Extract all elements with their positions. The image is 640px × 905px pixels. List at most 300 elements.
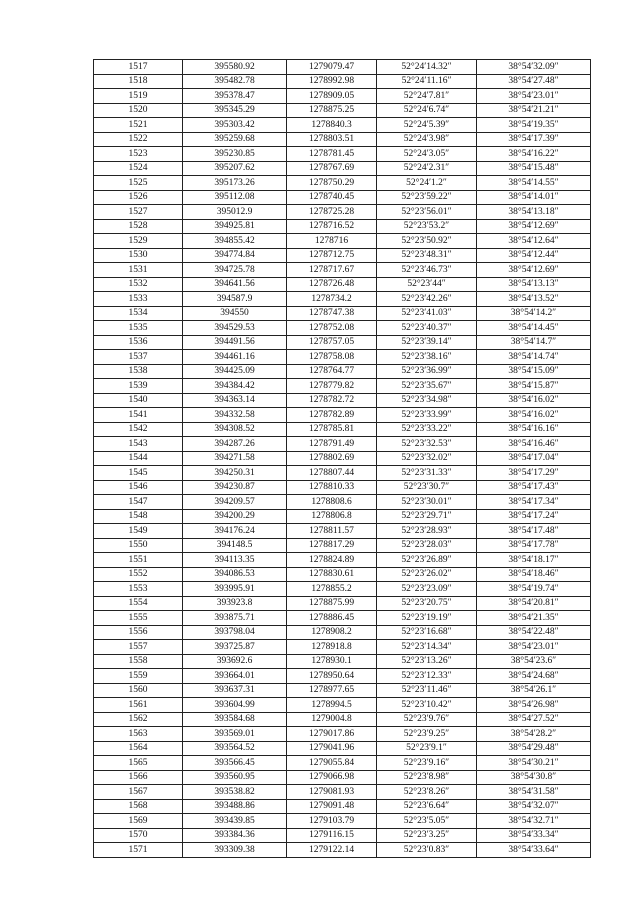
- point-number-cell: 1523: [94, 147, 183, 162]
- x-coordinate-cell: 394425.09: [183, 364, 287, 379]
- longitude-cell: 38°54′22.48″: [477, 625, 591, 640]
- table-row: [94, 161, 591, 176]
- longitude-cell: 38°54′17.29″: [477, 466, 591, 481]
- latitude-cell: 52°23′31.33″: [377, 466, 477, 481]
- longitude-cell: 38°54′16.02″: [477, 408, 591, 423]
- point-number-cell: 1539: [94, 379, 183, 394]
- table-row: [94, 756, 591, 771]
- x-coordinate-cell: 394925.81: [183, 219, 287, 234]
- y-coordinate-cell: 1278782.72: [287, 393, 377, 408]
- latitude-cell: 52°23′11.46″: [377, 683, 477, 698]
- latitude-cell: 52°23′6.64″: [377, 799, 477, 814]
- table-row: [94, 495, 591, 510]
- point-number-cell: 1545: [94, 466, 183, 481]
- table-row: [94, 74, 591, 89]
- y-coordinate-cell: 1278930.1: [287, 654, 377, 669]
- y-coordinate-cell: 1278817.29: [287, 538, 377, 553]
- x-coordinate-cell: 393488.86: [183, 799, 287, 814]
- longitude-cell: 38°54′21.21″: [477, 103, 591, 118]
- latitude-cell: 52°23′56.01″: [377, 205, 477, 220]
- latitude-cell: 52°23′46.73″: [377, 263, 477, 278]
- x-coordinate-cell: 393995.91: [183, 582, 287, 597]
- x-coordinate-cell: 395482.78: [183, 74, 287, 89]
- table-row: [94, 248, 591, 263]
- table-row: [94, 292, 591, 307]
- longitude-cell: 38°54′17.43″: [477, 480, 591, 495]
- latitude-cell: 52°24′5.39″: [377, 118, 477, 133]
- y-coordinate-cell: 1278757.05: [287, 335, 377, 350]
- x-coordinate-cell: 393384.36: [183, 828, 287, 843]
- table-row: [94, 843, 591, 858]
- table-row: [94, 683, 591, 698]
- latitude-cell: 52°24′6.74″: [377, 103, 477, 118]
- table-row: [94, 625, 591, 640]
- latitude-cell: 52°23′26.89″: [377, 553, 477, 568]
- y-coordinate-cell: 1279116.15: [287, 828, 377, 843]
- x-coordinate-cell: 394491.56: [183, 335, 287, 350]
- latitude-cell: 52°23′30.7″: [377, 480, 477, 495]
- latitude-cell: 52°24′11.16″: [377, 74, 477, 89]
- longitude-cell: 38°54′16.16″: [477, 422, 591, 437]
- x-coordinate-cell: 395112.08: [183, 190, 287, 205]
- x-coordinate-cell: 393564.52: [183, 741, 287, 756]
- longitude-cell: 38°54′30.21″: [477, 756, 591, 771]
- point-number-cell: 1549: [94, 524, 183, 539]
- latitude-cell: 52°23′50.92″: [377, 234, 477, 249]
- table-row: [94, 814, 591, 829]
- latitude-cell: 52°23′5.05″: [377, 814, 477, 829]
- latitude-cell: 52°24′3.98″: [377, 132, 477, 147]
- table-row: [94, 509, 591, 524]
- longitude-cell: 38°54′13.52″: [477, 292, 591, 307]
- longitude-cell: 38°54′33.64″: [477, 843, 591, 858]
- x-coordinate-cell: 394641.56: [183, 277, 287, 292]
- longitude-cell: 38°54′15.87″: [477, 379, 591, 394]
- latitude-cell: 52°24′1.2″: [377, 176, 477, 191]
- x-coordinate-cell: 395378.47: [183, 89, 287, 104]
- latitude-cell: 52°23′40.37″: [377, 321, 477, 336]
- point-number-cell: 1526: [94, 190, 183, 205]
- latitude-cell: 52°24′3.05″: [377, 147, 477, 162]
- table-row: [94, 669, 591, 684]
- y-coordinate-cell: 1278716.52: [287, 219, 377, 234]
- y-coordinate-cell: 1279066.98: [287, 770, 377, 785]
- y-coordinate-cell: 1279004.8: [287, 712, 377, 727]
- table-row: [94, 799, 591, 814]
- longitude-cell: 38°54′27.52″: [477, 712, 591, 727]
- y-coordinate-cell: 1278750.29: [287, 176, 377, 191]
- point-number-cell: 1541: [94, 408, 183, 423]
- table-row: [94, 393, 591, 408]
- point-number-cell: 1534: [94, 306, 183, 321]
- latitude-cell: 52°23′9.1″: [377, 741, 477, 756]
- longitude-cell: 38°54′26.1″: [477, 683, 591, 698]
- point-number-cell: 1531: [94, 263, 183, 278]
- table-row: [94, 741, 591, 756]
- y-coordinate-cell: 1279103.79: [287, 814, 377, 829]
- point-number-cell: 1556: [94, 625, 183, 640]
- x-coordinate-cell: 394550: [183, 306, 287, 321]
- y-coordinate-cell: 1278808.6: [287, 495, 377, 510]
- table-row: [94, 785, 591, 800]
- x-coordinate-cell: 394113.35: [183, 553, 287, 568]
- coordinates-table: [93, 59, 591, 858]
- table-row: [94, 770, 591, 785]
- x-coordinate-cell: 394176.24: [183, 524, 287, 539]
- y-coordinate-cell: 1278781.45: [287, 147, 377, 162]
- latitude-cell: 52°23′0.83″: [377, 843, 477, 858]
- x-coordinate-cell: 395259.68: [183, 132, 287, 147]
- table-row: [94, 89, 591, 104]
- latitude-cell: 52°23′38.16″: [377, 350, 477, 365]
- longitude-cell: 38°54′29.48″: [477, 741, 591, 756]
- y-coordinate-cell: 1278716: [287, 234, 377, 249]
- y-coordinate-cell: 1278992.98: [287, 74, 377, 89]
- x-coordinate-cell: 395230.85: [183, 147, 287, 162]
- longitude-cell: 38°54′14.7″: [477, 335, 591, 350]
- longitude-cell: 38°54′23.01″: [477, 89, 591, 104]
- y-coordinate-cell: 1278712.75: [287, 248, 377, 263]
- table-row: [94, 234, 591, 249]
- y-coordinate-cell: 1278803.51: [287, 132, 377, 147]
- x-coordinate-cell: 394230.87: [183, 480, 287, 495]
- table-row: [94, 205, 591, 220]
- latitude-cell: 52°23′10.42″: [377, 698, 477, 713]
- point-number-cell: 1555: [94, 611, 183, 626]
- y-coordinate-cell: 1279041.96: [287, 741, 377, 756]
- x-coordinate-cell: 394209.57: [183, 495, 287, 510]
- x-coordinate-cell: 393637.31: [183, 683, 287, 698]
- y-coordinate-cell: 1278725.28: [287, 205, 377, 220]
- y-coordinate-cell: 1278734.2: [287, 292, 377, 307]
- x-coordinate-cell: 395012.9: [183, 205, 287, 220]
- point-number-cell: 1550: [94, 538, 183, 553]
- y-coordinate-cell: 1278752.08: [287, 321, 377, 336]
- x-coordinate-cell: 394363.14: [183, 393, 287, 408]
- table-row: [94, 727, 591, 742]
- point-number-cell: 1525: [94, 176, 183, 191]
- latitude-cell: 52°23′13.26″: [377, 654, 477, 669]
- point-number-cell: 1571: [94, 843, 183, 858]
- latitude-cell: 52°23′14.34″: [377, 640, 477, 655]
- y-coordinate-cell: 1278782.89: [287, 408, 377, 423]
- longitude-cell: 38°54′21.35″: [477, 611, 591, 626]
- latitude-cell: 52°24′7.81″: [377, 89, 477, 104]
- y-coordinate-cell: 1279122.14: [287, 843, 377, 858]
- latitude-cell: 52°23′26.02″: [377, 567, 477, 582]
- point-number-cell: 1569: [94, 814, 183, 829]
- table-row: [94, 524, 591, 539]
- y-coordinate-cell: 1278806.8: [287, 509, 377, 524]
- x-coordinate-cell: 395173.26: [183, 176, 287, 191]
- y-coordinate-cell: 1278740.45: [287, 190, 377, 205]
- y-coordinate-cell: 1278779.82: [287, 379, 377, 394]
- latitude-cell: 52°23′19.19″: [377, 611, 477, 626]
- x-coordinate-cell: 393309.38: [183, 843, 287, 858]
- x-coordinate-cell: 393560.95: [183, 770, 287, 785]
- longitude-cell: 38°54′12.69″: [477, 263, 591, 278]
- point-number-cell: 1554: [94, 596, 183, 611]
- table-row: [94, 451, 591, 466]
- y-coordinate-cell: 1278767.69: [287, 161, 377, 176]
- point-number-cell: 1536: [94, 335, 183, 350]
- table-row: [94, 219, 591, 234]
- longitude-cell: 38°54′33.34″: [477, 828, 591, 843]
- y-coordinate-cell: 1278908.2: [287, 625, 377, 640]
- table-row: [94, 437, 591, 452]
- longitude-cell: 38°54′19.35″: [477, 118, 591, 133]
- point-number-cell: 1547: [94, 495, 183, 510]
- latitude-cell: 52°23′39.14″: [377, 335, 477, 350]
- table-row: [94, 611, 591, 626]
- longitude-cell: 38°54′19.74″: [477, 582, 591, 597]
- latitude-cell: 52°23′28.93″: [377, 524, 477, 539]
- x-coordinate-cell: 393923.8: [183, 596, 287, 611]
- x-coordinate-cell: 393692.6: [183, 654, 287, 669]
- y-coordinate-cell: 1278875.99: [287, 596, 377, 611]
- point-number-cell: 1529: [94, 234, 183, 249]
- longitude-cell: 38°54′31.58″: [477, 785, 591, 800]
- table-row: [94, 480, 591, 495]
- longitude-cell: 38°54′17.78″: [477, 538, 591, 553]
- table-row: [94, 408, 591, 423]
- x-coordinate-cell: 394148.5: [183, 538, 287, 553]
- point-number-cell: 1553: [94, 582, 183, 597]
- table-row: [94, 654, 591, 669]
- point-number-cell: 1517: [94, 60, 183, 75]
- point-number-cell: 1560: [94, 683, 183, 698]
- point-number-cell: 1546: [94, 480, 183, 495]
- longitude-cell: 38°54′12.69″: [477, 219, 591, 234]
- point-number-cell: 1552: [94, 567, 183, 582]
- point-number-cell: 1521: [94, 118, 183, 133]
- x-coordinate-cell: 393566.45: [183, 756, 287, 771]
- y-coordinate-cell: 1279079.47: [287, 60, 377, 75]
- latitude-cell: 52°23′32.02″: [377, 451, 477, 466]
- longitude-cell: 38°54′23.6″: [477, 654, 591, 669]
- latitude-cell: 52°23′30.01″: [377, 495, 477, 510]
- longitude-cell: 38°54′14.01″: [477, 190, 591, 205]
- x-coordinate-cell: 394287.26: [183, 437, 287, 452]
- point-number-cell: 1551: [94, 553, 183, 568]
- latitude-cell: 52°23′23.09″: [377, 582, 477, 597]
- y-coordinate-cell: 1278950.64: [287, 669, 377, 684]
- table-row: [94, 364, 591, 379]
- longitude-cell: 38°54′16.22″: [477, 147, 591, 162]
- longitude-cell: 38°54′16.02″: [477, 393, 591, 408]
- longitude-cell: 38°54′32.71″: [477, 814, 591, 829]
- point-number-cell: 1543: [94, 437, 183, 452]
- y-coordinate-cell: 1278830.61: [287, 567, 377, 582]
- longitude-cell: 38°54′14.74″: [477, 350, 591, 365]
- latitude-cell: 52°23′3.25″: [377, 828, 477, 843]
- longitude-cell: 38°54′12.64″: [477, 234, 591, 249]
- point-number-cell: 1544: [94, 451, 183, 466]
- longitude-cell: 38°54′23.01″: [477, 640, 591, 655]
- longitude-cell: 38°54′32.07″: [477, 799, 591, 814]
- point-number-cell: 1559: [94, 669, 183, 684]
- latitude-cell: 52°23′44″: [377, 277, 477, 292]
- longitude-cell: 38°54′17.24″: [477, 509, 591, 524]
- x-coordinate-cell: 393875.71: [183, 611, 287, 626]
- table-row: [94, 350, 591, 365]
- y-coordinate-cell: 1278840.3: [287, 118, 377, 133]
- longitude-cell: 38°54′12.44″: [477, 248, 591, 263]
- table-row: [94, 553, 591, 568]
- latitude-cell: 52°23′33.22″: [377, 422, 477, 437]
- table-row: [94, 176, 591, 191]
- table-row: [94, 132, 591, 147]
- longitude-cell: 38°54′17.48″: [477, 524, 591, 539]
- latitude-cell: 52°23′41.03″: [377, 306, 477, 321]
- point-number-cell: 1542: [94, 422, 183, 437]
- table-row: [94, 596, 591, 611]
- point-number-cell: 1530: [94, 248, 183, 263]
- y-coordinate-cell: 1278810.33: [287, 480, 377, 495]
- x-coordinate-cell: 393798.04: [183, 625, 287, 640]
- longitude-cell: 38°54′13.13″: [477, 277, 591, 292]
- y-coordinate-cell: 1278811.57: [287, 524, 377, 539]
- longitude-cell: 38°54′18.17″: [477, 553, 591, 568]
- y-coordinate-cell: 1278758.08: [287, 350, 377, 365]
- latitude-cell: 52°23′53.2″: [377, 219, 477, 234]
- table-row: [94, 422, 591, 437]
- table-row: [94, 118, 591, 133]
- x-coordinate-cell: 395345.29: [183, 103, 287, 118]
- y-coordinate-cell: 1279055.84: [287, 756, 377, 771]
- x-coordinate-cell: 393538.82: [183, 785, 287, 800]
- x-coordinate-cell: 394271.58: [183, 451, 287, 466]
- table-row: [94, 379, 591, 394]
- latitude-cell: 52°23′8.98″: [377, 770, 477, 785]
- x-coordinate-cell: 393664.01: [183, 669, 287, 684]
- point-number-cell: 1568: [94, 799, 183, 814]
- latitude-cell: 52°24′2.31″: [377, 161, 477, 176]
- latitude-cell: 52°23′9.16″: [377, 756, 477, 771]
- latitude-cell: 52°23′9.76″: [377, 712, 477, 727]
- longitude-cell: 38°54′14.45″: [477, 321, 591, 336]
- latitude-cell: 52°23′29.71″: [377, 509, 477, 524]
- y-coordinate-cell: 1278785.81: [287, 422, 377, 437]
- y-coordinate-cell: 1278875.25: [287, 103, 377, 118]
- point-number-cell: 1519: [94, 89, 183, 104]
- point-number-cell: 1563: [94, 727, 183, 742]
- point-number-cell: 1566: [94, 770, 183, 785]
- longitude-cell: 38°54′15.09″: [477, 364, 591, 379]
- y-coordinate-cell: 1278977.65: [287, 683, 377, 698]
- point-number-cell: 1557: [94, 640, 183, 655]
- x-coordinate-cell: 394587.9: [183, 292, 287, 307]
- latitude-cell: 52°23′9.25″: [377, 727, 477, 742]
- x-coordinate-cell: 393439.85: [183, 814, 287, 829]
- y-coordinate-cell: 1278802.69: [287, 451, 377, 466]
- longitude-cell: 38°54′26.98″: [477, 698, 591, 713]
- x-coordinate-cell: 394384.42: [183, 379, 287, 394]
- longitude-cell: 38°54′24.68″: [477, 669, 591, 684]
- table-row: [94, 335, 591, 350]
- y-coordinate-cell: 1279091.48: [287, 799, 377, 814]
- y-coordinate-cell: 1278764.77: [287, 364, 377, 379]
- point-number-cell: 1570: [94, 828, 183, 843]
- point-number-cell: 1562: [94, 712, 183, 727]
- latitude-cell: 52°23′20.75″: [377, 596, 477, 611]
- table-row: [94, 277, 591, 292]
- y-coordinate-cell: 1278994.5: [287, 698, 377, 713]
- x-coordinate-cell: 395207.62: [183, 161, 287, 176]
- point-number-cell: 1533: [94, 292, 183, 307]
- latitude-cell: 52°23′12.33″: [377, 669, 477, 684]
- longitude-cell: 38°54′18.46″: [477, 567, 591, 582]
- x-coordinate-cell: 394725.78: [183, 263, 287, 278]
- x-coordinate-cell: 394250.31: [183, 466, 287, 481]
- table-row: [94, 828, 591, 843]
- point-number-cell: 1524: [94, 161, 183, 176]
- x-coordinate-cell: 394855.42: [183, 234, 287, 249]
- longitude-cell: 38°54′14.55″: [477, 176, 591, 191]
- point-number-cell: 1535: [94, 321, 183, 336]
- longitude-cell: 38°54′17.04″: [477, 451, 591, 466]
- table-row: [94, 466, 591, 481]
- latitude-cell: 52°23′42.26″: [377, 292, 477, 307]
- y-coordinate-cell: 1278909.05: [287, 89, 377, 104]
- y-coordinate-cell: 1278886.45: [287, 611, 377, 626]
- y-coordinate-cell: 1278791.49: [287, 437, 377, 452]
- latitude-cell: 52°24′14.32″: [377, 60, 477, 75]
- latitude-cell: 52°23′35.67″: [377, 379, 477, 394]
- point-number-cell: 1532: [94, 277, 183, 292]
- latitude-cell: 52°23′16.68″: [377, 625, 477, 640]
- latitude-cell: 52°23′34.98″: [377, 393, 477, 408]
- latitude-cell: 52°23′8.26″: [377, 785, 477, 800]
- point-number-cell: 1518: [94, 74, 183, 89]
- table-row: [94, 712, 591, 727]
- longitude-cell: 38°54′14.2″: [477, 306, 591, 321]
- point-number-cell: 1527: [94, 205, 183, 220]
- x-coordinate-cell: 393604.99: [183, 698, 287, 713]
- table-row: [94, 538, 591, 553]
- latitude-cell: 52°23′48.31″: [377, 248, 477, 263]
- longitude-cell: 38°54′32.09″: [477, 60, 591, 75]
- table-row: [94, 582, 591, 597]
- point-number-cell: 1540: [94, 393, 183, 408]
- x-coordinate-cell: 394200.29: [183, 509, 287, 524]
- point-number-cell: 1565: [94, 756, 183, 771]
- y-coordinate-cell: 1278717.67: [287, 263, 377, 278]
- y-coordinate-cell: 1278918.8: [287, 640, 377, 655]
- latitude-cell: 52°23′32.53″: [377, 437, 477, 452]
- x-coordinate-cell: 394529.53: [183, 321, 287, 336]
- table-row: [94, 60, 591, 75]
- longitude-cell: 38°54′15.48″: [477, 161, 591, 176]
- table-row: [94, 567, 591, 582]
- x-coordinate-cell: 393725.87: [183, 640, 287, 655]
- point-number-cell: 1522: [94, 132, 183, 147]
- point-number-cell: 1548: [94, 509, 183, 524]
- table-row: [94, 321, 591, 336]
- table-row: [94, 263, 591, 278]
- table-row: [94, 147, 591, 162]
- longitude-cell: 38°54′30.8″: [477, 770, 591, 785]
- latitude-cell: 52°23′33.99″: [377, 408, 477, 423]
- longitude-cell: 38°54′13.18″: [477, 205, 591, 220]
- y-coordinate-cell: 1278824.89: [287, 553, 377, 568]
- point-number-cell: 1538: [94, 364, 183, 379]
- x-coordinate-cell: 394774.84: [183, 248, 287, 263]
- y-coordinate-cell: 1278747.38: [287, 306, 377, 321]
- latitude-cell: 52°23′59.22″: [377, 190, 477, 205]
- point-number-cell: 1564: [94, 741, 183, 756]
- point-number-cell: 1561: [94, 698, 183, 713]
